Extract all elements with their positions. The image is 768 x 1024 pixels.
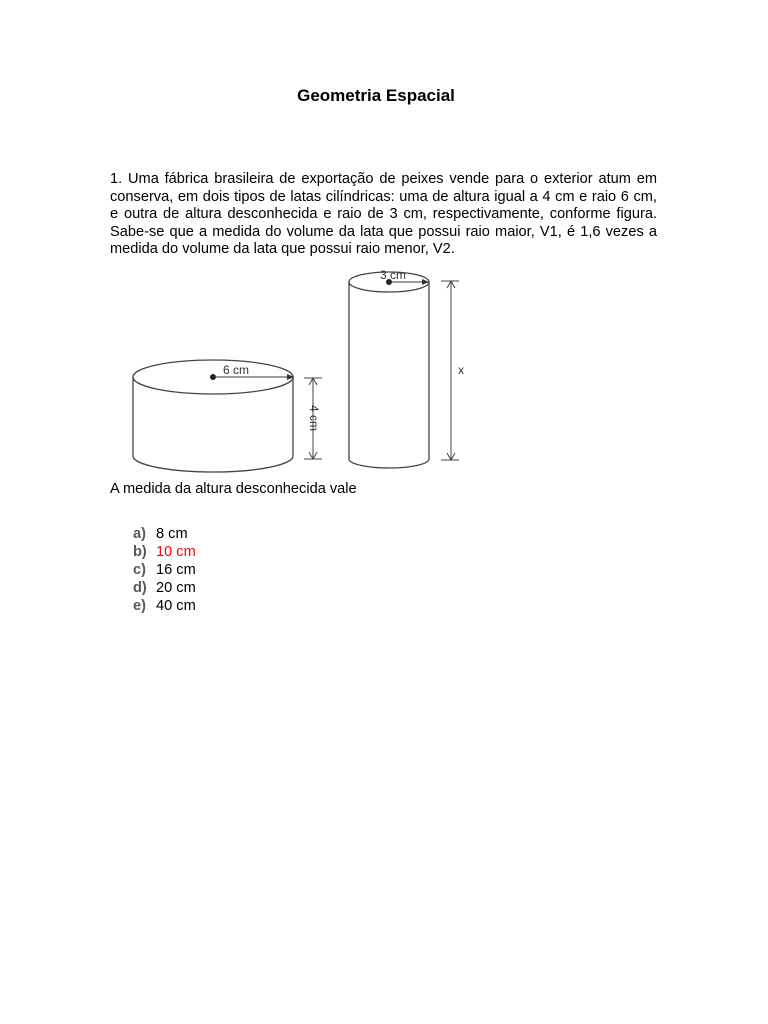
- option-text: 8 cm: [156, 526, 188, 542]
- tall-cylinder-bottom: [349, 459, 429, 468]
- page-title: Geometria Espacial: [297, 86, 455, 105]
- wide-height-label: 4 cm: [307, 404, 321, 432]
- question-text: 1. Uma fábrica brasileira de exportação de peixes vende para o exterior atum em conserva, em dois tipos de latas cilíndricas: uma de altura igual a 4 cm e raio 6 cm, e outra de altura desconhecida e raio de 3 cm, respectivamente, conforme figura. Sabe-se que a medida do volume da lata que possui raio maior, V1, é 1,6 vezes a medida do volume da lata que possui raio menor, V2.: [110, 171, 657, 257]
- tall-radius-label: 3 cm: [380, 268, 407, 282]
- wide-radius-label: 6 cm: [223, 363, 250, 377]
- option-letter: e): [133, 598, 146, 614]
- option-letter: c): [133, 562, 146, 578]
- option-text: 10 cm: [156, 544, 196, 560]
- cylinders-figure: [118, 264, 473, 480]
- option-b: [133, 543, 196, 561]
- option-text: 40 cm: [156, 598, 196, 614]
- cylinders-diagram: [118, 264, 473, 480]
- option-e: [133, 597, 196, 615]
- option-letter: b): [133, 544, 147, 560]
- option-text: 16 cm: [156, 562, 196, 578]
- option-text: 20 cm: [156, 580, 196, 596]
- question-prompt: A medida da altura desconhecida vale: [110, 481, 357, 497]
- wide-cylinder-bottom: [133, 456, 293, 472]
- tall-height-dimension: [441, 281, 459, 460]
- option-d: [133, 579, 196, 597]
- option-letter: d): [133, 580, 147, 596]
- answer-options: [133, 525, 196, 615]
- option-a: [133, 525, 196, 543]
- tall-height-label: x: [458, 363, 464, 377]
- option-letter: a): [133, 526, 146, 542]
- option-c: [133, 561, 196, 579]
- tall-cylinder: [349, 272, 429, 468]
